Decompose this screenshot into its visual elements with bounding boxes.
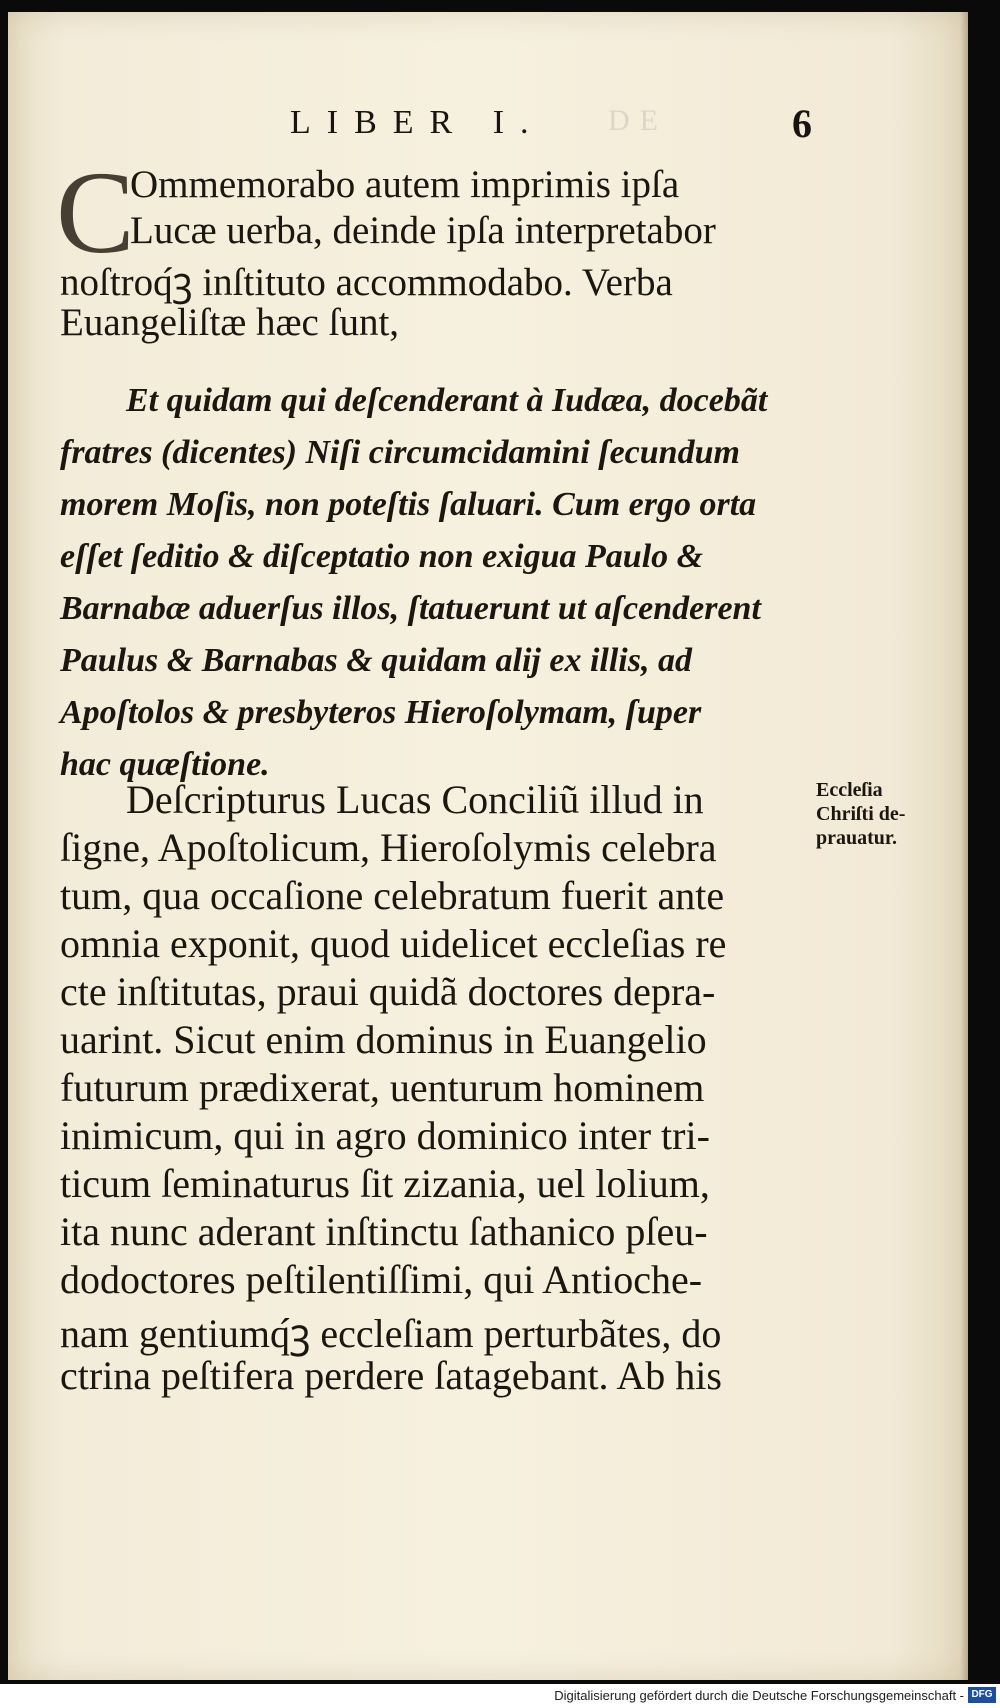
body-line-2: ſigne, Apoſtolicum, Hieroſolymis celebra <box>60 825 717 870</box>
marginal-note-line-3: prauatur. <box>816 827 897 849</box>
intro-line-2: Lucæ uerba, deinde ipſa interpretabor <box>130 209 716 252</box>
intro-line-3: noſtroq́ꝫ inſtituto accommodabo. Verba <box>60 261 673 304</box>
marginal-note <box>816 778 946 850</box>
body-line-13: ctrina peſtifera perdere ſatagebant. Ab his <box>60 1353 722 1398</box>
page-edge-shadow <box>960 12 968 1680</box>
quote-line-8: hac quæſtione. <box>60 746 270 783</box>
body-line-1: Deſcripturus Lucas Conciliũ illud in <box>126 777 704 822</box>
dfg-logo: DFG <box>968 1687 996 1703</box>
quote-line-7: Apoſtolos & presbyteros Hieroſolymam, ſuper <box>60 694 702 731</box>
quote-line-3: morem Moſis, non poteſtis ſaluari. Cum ergo orta <box>60 486 757 523</box>
intro-line-1: Ommemorabo autem imprimis ipſa <box>130 163 680 206</box>
page-number: 6 <box>792 101 812 146</box>
body-line-12: nam gentiumq́ꝫ eccleſiam perturbãtes, do <box>60 1311 722 1356</box>
marginal-note-line-2: Chriſti de- <box>816 803 906 825</box>
body-line-3: tum, qua occaſione celebratum fuerit ante <box>60 873 725 918</box>
quote-line-6: Paulus & Barnabas & quidam alij ex illis, ad <box>60 642 692 679</box>
body-line-4: omnia exponit, quod uidelicet eccleſias re <box>60 921 727 966</box>
quote-line-2: fratres (dicentes) Niſi circumcidamini ſecundum <box>60 434 740 471</box>
quote-line-4: eſſet ſeditio & diſceptatio non exigua Paulo & <box>60 538 704 575</box>
quote-line-1: Et quidam qui deſcenderant à Iudæa, docebãt <box>126 382 768 419</box>
quote-line-5: Barnabæ aduerſus illos, ſtatuerunt ut aſcenderent <box>60 590 761 627</box>
digitization-footer <box>0 1684 1000 1708</box>
drop-cap-initial: C <box>56 147 135 278</box>
body-line-9: ticum ſeminaturus ſit zizania, uel lolium, <box>60 1161 710 1206</box>
body-line-5: cte inſtitutas, praui quidã doctores depra- <box>60 969 716 1014</box>
bleed-through-title: DE <box>608 104 668 137</box>
running-head <box>8 101 968 154</box>
body-line-10: ita nunc aderant inſtinctu ſathanico pſeu- <box>60 1209 708 1254</box>
page-scan <box>8 12 968 1680</box>
marginal-note-line-1: Eccleſia <box>816 779 883 801</box>
body-line-8: inimicum, qui in agro dominico inter tri- <box>60 1113 710 1158</box>
body-line-11: dodoctores peſtilentiſſimi, qui Antioche- <box>60 1257 703 1302</box>
funding-credit: Digitalisierung gefördert durch die Deutsche Forschungsgemeinschaft - <box>554 1688 964 1703</box>
body-line-6: uarint. Sicut enim dominus in Euangelio <box>60 1017 707 1062</box>
body-line-7: futurum prædixerat, uenturum hominem <box>60 1065 705 1110</box>
running-title: LIBER I. <box>290 104 545 141</box>
intro-line-4: Euangeliſtæ hæc ſunt, <box>60 301 400 344</box>
